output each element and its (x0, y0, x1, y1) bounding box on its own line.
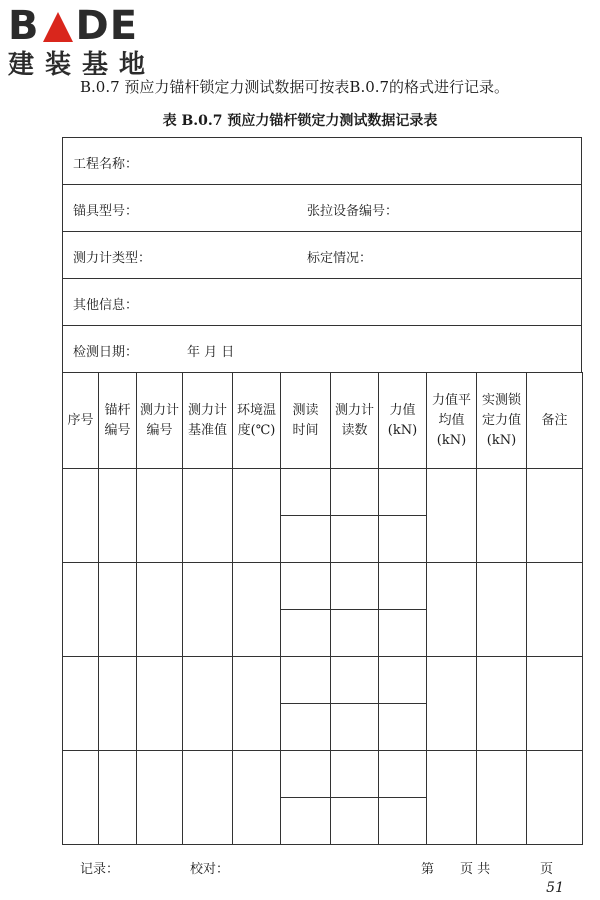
column-header (427, 373, 477, 469)
column-header (183, 373, 233, 469)
column-header-line: 时间 (292, 422, 319, 438)
table-cell[interactable] (63, 751, 99, 845)
table-cell[interactable] (331, 469, 379, 516)
table-cell[interactable] (183, 469, 233, 563)
table-cell[interactable] (427, 469, 477, 563)
test-date-label: 检测日期： (73, 345, 139, 360)
column-header-line: 读数 (341, 422, 368, 438)
gauge-type-label: 测力计类型： (73, 251, 152, 266)
table-row (63, 751, 583, 798)
footer-page: 第 (421, 862, 435, 877)
logo-subtitle: 建装基地 (8, 50, 157, 80)
footer-recorder: 记录： (80, 862, 120, 877)
info-row-other (62, 278, 582, 325)
table-cell[interactable] (233, 563, 281, 657)
table-cell[interactable] (379, 563, 427, 610)
table-cell[interactable] (281, 469, 331, 516)
column-header-line: 锚杆 (104, 402, 131, 418)
bade-logo (8, 4, 156, 80)
table-cell[interactable] (281, 610, 331, 657)
table-cell[interactable] (331, 516, 379, 563)
date-units: 年 月 日 (187, 345, 235, 360)
table-cell[interactable] (137, 563, 183, 657)
table-cell[interactable] (427, 657, 477, 751)
info-row-project (62, 137, 582, 184)
info-row-anchor (62, 184, 582, 231)
column-header (281, 373, 331, 469)
column-header-line: 备注 (541, 412, 568, 428)
table-cell[interactable] (427, 563, 477, 657)
table-cell[interactable] (281, 751, 331, 798)
column-header-line: 编号 (146, 422, 173, 438)
table-cell[interactable] (477, 469, 527, 563)
table-cell[interactable] (527, 657, 583, 751)
table-cell[interactable] (233, 751, 281, 845)
column-header-line: 编号 (104, 422, 131, 438)
logo-word (8, 4, 156, 48)
table-cell[interactable] (331, 610, 379, 657)
column-header-line: 测读 (292, 402, 319, 418)
page-number: 51 (546, 880, 564, 896)
table-cell[interactable] (99, 751, 137, 845)
column-header (233, 373, 281, 469)
column-header (527, 373, 583, 469)
table-cell[interactable] (331, 704, 379, 751)
intro-text: B.0.7 预应力锚杆锁定力测试数据可按表B.0.7的格式进行记录。 (80, 78, 510, 96)
table-row (63, 469, 583, 516)
table-cell[interactable] (527, 751, 583, 845)
logo-letter-b: B (8, 3, 40, 49)
table-cell[interactable] (183, 657, 233, 751)
table-cell[interactable] (379, 469, 427, 516)
info-row-gauge (62, 231, 582, 278)
table-cell[interactable] (99, 657, 137, 751)
table-cell[interactable] (281, 657, 331, 704)
table-cell[interactable] (63, 469, 99, 563)
table-cell[interactable] (477, 657, 527, 751)
table-cell[interactable] (427, 751, 477, 845)
column-header-line: 定力值 (481, 412, 521, 428)
column-header-line: 测力计 (139, 402, 179, 418)
table-cell[interactable] (233, 469, 281, 563)
table-cell[interactable] (527, 563, 583, 657)
logo-letter-a-triangle (43, 12, 73, 42)
table-cell[interactable] (281, 704, 331, 751)
table-caption: 表 B.0.7 预应力锚杆锁定力测试数据记录表 (162, 113, 438, 129)
table-cell[interactable] (379, 657, 427, 704)
table-cell[interactable] (99, 469, 137, 563)
column-header-line: (kN) (436, 432, 467, 448)
table-cell[interactable] (379, 704, 427, 751)
column-header-line: 均值 (438, 412, 465, 428)
table-cell[interactable] (379, 751, 427, 798)
column-header-line: 力值平 (431, 392, 471, 408)
table-cell[interactable] (379, 516, 427, 563)
table-cell[interactable] (527, 469, 583, 563)
info-row-date (62, 325, 582, 372)
project-name-label: 工程名称： (73, 157, 139, 172)
table-cell[interactable] (331, 751, 379, 798)
table-cell[interactable] (281, 516, 331, 563)
table-cell[interactable] (379, 610, 427, 657)
table-cell[interactable] (331, 563, 379, 610)
column-header-line: 力值 (389, 402, 416, 418)
calibration-label: 标定情况： (307, 251, 373, 266)
column-header-line: 环境温 (236, 402, 276, 418)
column-header-line: 实测锁 (481, 392, 521, 408)
table-cell[interactable] (63, 657, 99, 751)
table-cell[interactable] (137, 751, 183, 845)
tension-device-label: 张拉设备编号： (307, 204, 399, 219)
table-cell[interactable] (137, 469, 183, 563)
data-table (62, 372, 583, 845)
table-cell[interactable] (233, 657, 281, 751)
table-cell[interactable] (281, 563, 331, 610)
table-row (63, 563, 583, 610)
table-cell[interactable] (137, 657, 183, 751)
column-header (137, 373, 183, 469)
column-header (99, 373, 137, 469)
record-form (62, 137, 582, 845)
table-row (63, 657, 583, 704)
column-header (331, 373, 379, 469)
table-cell[interactable] (99, 563, 137, 657)
column-header-line: 序号 (67, 412, 94, 428)
column-header-line: 测力计 (187, 402, 227, 418)
column-header-line: 基准值 (187, 422, 227, 438)
anchor-type-label: 锚具型号： (73, 204, 139, 219)
footer-pages: 页 (540, 862, 554, 877)
column-header (379, 373, 427, 469)
table-cell[interactable] (477, 751, 527, 845)
column-header-line: 度(℃) (237, 422, 276, 438)
table-cell[interactable] (477, 563, 527, 657)
footer-checker: 校对： (190, 862, 230, 877)
column-header-line: 测力计 (334, 402, 374, 418)
column-header-line: (kN) (387, 422, 418, 438)
table-cell[interactable] (281, 798, 331, 845)
table-cell[interactable] (63, 563, 99, 657)
table-cell[interactable] (183, 563, 233, 657)
table-body (63, 469, 583, 845)
footer-page-of: 页 共 (460, 862, 491, 877)
table-cell[interactable] (183, 751, 233, 845)
table-cell[interactable] (331, 798, 379, 845)
table-cell[interactable] (331, 657, 379, 704)
column-header (477, 373, 527, 469)
other-info-label: 其他信息： (73, 298, 139, 313)
column-header-line: (kN) (486, 432, 517, 448)
logo-letters-de: DE (75, 3, 139, 49)
table-cell[interactable] (379, 798, 427, 845)
table-header-row (63, 373, 583, 469)
column-header (63, 373, 99, 469)
